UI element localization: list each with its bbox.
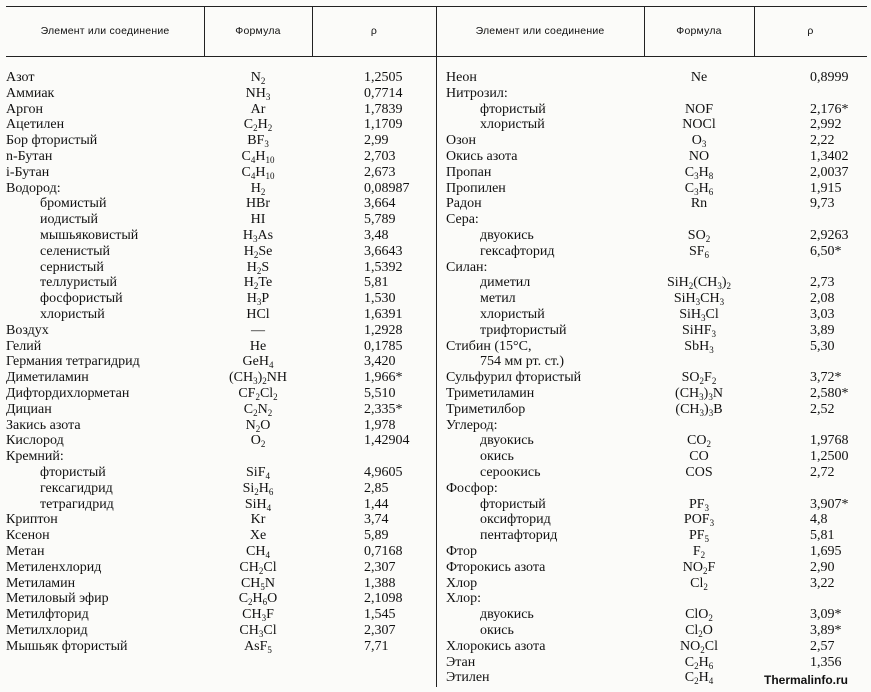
substance-name: Диметиламин bbox=[6, 370, 89, 386]
substance-name: метил bbox=[480, 291, 516, 307]
substance-name: хлористый bbox=[480, 117, 545, 133]
chemical-formula: $H_3P$ bbox=[246, 291, 270, 308]
chemical-formula: $SO_2F_2$ bbox=[681, 370, 717, 387]
substance-name: Метиленхлорид bbox=[6, 559, 102, 575]
substance-name: хлористый bbox=[40, 307, 105, 322]
chemical-formula: $NO_2Cl$ bbox=[680, 638, 718, 655]
chemical-formula: $CF_2Cl_2$ bbox=[238, 386, 278, 402]
chemical-formula: $CH_3Cl$ bbox=[239, 623, 277, 639]
density-value: 5,30 bbox=[810, 338, 835, 354]
chemical-formula: Ne bbox=[690, 70, 708, 85]
density-value: 3,89* bbox=[810, 623, 842, 638]
chemical-formula: NOCl bbox=[682, 117, 716, 133]
chemical-formula: NOF bbox=[684, 101, 713, 117]
chemical-formula: $C_2H_6O$ bbox=[238, 591, 278, 608]
substance-name: Метиламин bbox=[6, 575, 76, 591]
density-value: 2,99 bbox=[364, 133, 389, 149]
density-value: 5,81 bbox=[810, 528, 835, 544]
chemical-formula: $CH_5N$ bbox=[240, 575, 276, 592]
substance-name: фтористый bbox=[40, 465, 106, 480]
density-value: 0,7714 bbox=[364, 85, 403, 101]
chemical-formula: $C_2H_6$ bbox=[684, 654, 714, 671]
density-value: 1,530 bbox=[364, 291, 396, 307]
chemical-formula: SbH$_3$ bbox=[684, 338, 714, 355]
chemical-formula: $SO_2$ bbox=[687, 228, 711, 244]
substance-name: Сульфурил фтористый bbox=[446, 370, 582, 386]
density-value: 2,52 bbox=[810, 401, 835, 417]
chemical-formula: — bbox=[251, 322, 265, 338]
chemical-formula: NO bbox=[688, 149, 710, 164]
header-element-left: Элемент или соединение bbox=[40, 25, 170, 37]
chemical-formula: $O_2$ bbox=[250, 433, 266, 450]
density-value: 2,673 bbox=[364, 164, 396, 180]
substance-name: фтористый bbox=[480, 496, 546, 512]
chemical-formula: $PF_3$ bbox=[688, 496, 710, 513]
chemical-formula: SiH$_3$Cl bbox=[679, 307, 719, 323]
chemical-formula: Rn bbox=[690, 196, 708, 212]
substance-name: селенистый bbox=[40, 243, 111, 259]
substance-name: Этилен bbox=[446, 670, 490, 686]
substance-name: Кремний: bbox=[6, 449, 64, 465]
substance-name: Хлорокись азота bbox=[446, 638, 546, 654]
density-value: 1,356 bbox=[810, 654, 842, 670]
density-value: 1,1709 bbox=[364, 117, 403, 133]
chemical-formula: $(CH_3)_3B$ bbox=[675, 401, 723, 418]
density-value: 2,307 bbox=[364, 559, 396, 575]
density-value: 2,72 bbox=[810, 465, 835, 480]
chemical-formula: $C_2H_2$ bbox=[243, 117, 273, 134]
substance-name: Мышьяк фтористый bbox=[6, 638, 128, 654]
chemical-formula: $CO_2$ bbox=[687, 433, 711, 450]
substance-name: Ацетилен bbox=[6, 117, 65, 133]
density-value: 9,73 bbox=[810, 196, 835, 212]
chemical-formula: $O_3$ bbox=[691, 133, 707, 150]
substance-name: двуокись bbox=[480, 607, 534, 623]
density-value: 0,08987 bbox=[364, 180, 410, 196]
substance-name: Неон bbox=[446, 70, 477, 85]
substance-name: Метан bbox=[6, 544, 45, 559]
density-value: 3,09* bbox=[810, 607, 842, 623]
density-value: 2,580* bbox=[810, 386, 849, 401]
substance-name: Метиловый эфир bbox=[6, 591, 109, 607]
chemical-formula: HBr bbox=[245, 196, 271, 212]
density-value: 3,22 bbox=[810, 575, 835, 591]
substance-name: фосфористый bbox=[40, 291, 123, 307]
density-value: 3,72* bbox=[810, 370, 842, 386]
substance-name: двуокись bbox=[480, 228, 534, 243]
density-value: 1,7839 bbox=[364, 101, 403, 117]
chemical-formula: $PF_5$ bbox=[688, 528, 710, 545]
chemical-formula: $Cl_2O$ bbox=[685, 623, 713, 639]
density-value: 1,2500 bbox=[810, 449, 849, 465]
chemical-formula: $(CH_3)_3N$ bbox=[675, 386, 723, 402]
chemical-formula: ClO$_2$ bbox=[685, 607, 713, 624]
chemical-formula: $CH_3F$ bbox=[242, 607, 274, 624]
density-value: 3,48 bbox=[364, 228, 389, 243]
substance-name: n-Бутан bbox=[6, 149, 53, 164]
chemical-formula: $CH_4$ bbox=[246, 544, 270, 560]
density-value: 3,664 bbox=[364, 196, 396, 212]
density-value: 6,50* bbox=[810, 243, 842, 259]
chemical-formula: $Cl_2$ bbox=[690, 575, 708, 592]
chemical-formula: COS bbox=[685, 465, 713, 480]
substance-name: трифтористый bbox=[480, 322, 567, 338]
substance-name: Радон bbox=[446, 196, 482, 212]
substance-name: Криптон bbox=[6, 512, 58, 528]
density-value: 1,42904 bbox=[364, 433, 410, 449]
substance-name: Пропан bbox=[446, 164, 492, 180]
substance-name: диметил bbox=[480, 275, 531, 291]
density-value: 4,9605 bbox=[364, 465, 403, 480]
chemical-formula: SiF$_4$ bbox=[246, 465, 270, 481]
substance-name: Силан: bbox=[446, 259, 488, 275]
chemical-formula: $N_2O$ bbox=[245, 417, 271, 434]
chemical-formula: $C_2H_4$ bbox=[684, 670, 714, 687]
chemical-formula: $SF_6$ bbox=[688, 243, 710, 260]
header-formula-right: Формула bbox=[676, 25, 722, 37]
density-value: 1,9768 bbox=[810, 433, 849, 449]
substance-name: Бор фтористый bbox=[6, 133, 98, 149]
chemical-formula: $SiH_2(CH_3)_2$ bbox=[666, 275, 732, 292]
density-value: 2,1098 bbox=[364, 591, 403, 607]
substance-name: Метилхлорид bbox=[6, 623, 88, 638]
substance-name: Триметилбор bbox=[446, 401, 526, 417]
chemical-formula: GeH$_4$ bbox=[242, 354, 274, 371]
density-value: 1,2505 bbox=[364, 70, 403, 85]
substance-name: сероокись bbox=[480, 465, 541, 480]
substance-name: окись bbox=[480, 623, 514, 638]
chemical-formula: $F_2$ bbox=[692, 544, 706, 560]
substance-name: бромистый bbox=[40, 196, 107, 212]
chemical-formula: $H_2$ bbox=[250, 180, 266, 197]
density-value: 2,335* bbox=[364, 401, 403, 417]
density-value: 5,89 bbox=[364, 528, 389, 544]
density-value: 5,81 bbox=[364, 275, 389, 291]
substance-name: хлористый bbox=[480, 307, 545, 322]
density-value: 5,789 bbox=[364, 212, 396, 228]
density-value: 2,85 bbox=[364, 480, 389, 496]
substance-name: Аргон bbox=[6, 101, 43, 117]
chemical-formula: $H_2S$ bbox=[246, 259, 270, 276]
chemical-formula: $C_3H_8$ bbox=[684, 164, 714, 181]
chemical-formula: $CH_2Cl$ bbox=[239, 559, 277, 576]
chemical-formula: $C_2N_2$ bbox=[243, 401, 273, 418]
substance-name: окись bbox=[480, 449, 514, 465]
chemical-formula: $N_2$ bbox=[250, 70, 266, 86]
density-value: 1,695 bbox=[810, 544, 842, 559]
density-value: 2,22 bbox=[810, 133, 835, 149]
density-value: 2,176* bbox=[810, 101, 849, 117]
density-value: 1,915 bbox=[810, 180, 842, 196]
chemical-formula: $Si_2H_6$ bbox=[242, 480, 274, 497]
density-value: 7,71 bbox=[364, 638, 389, 654]
density-value: 0,7168 bbox=[364, 544, 403, 559]
density-value: 2,73 bbox=[810, 275, 835, 291]
density-value: 3,907* bbox=[810, 496, 849, 512]
substance-name: Воздух bbox=[6, 322, 49, 338]
density-value: 3,6643 bbox=[364, 243, 403, 259]
chemical-formula: HCl bbox=[246, 307, 270, 322]
substance-name: Сера: bbox=[446, 212, 479, 228]
density-value: 1,5392 bbox=[364, 259, 403, 275]
substance-name: двуокись bbox=[480, 433, 534, 449]
chemical-formula: CO bbox=[689, 449, 709, 465]
substance-name: гексафторид bbox=[480, 243, 555, 259]
substance-name: i-Бутан bbox=[6, 164, 50, 180]
density-value: 1,978 bbox=[364, 417, 396, 433]
density-value: 4,8 bbox=[810, 512, 828, 528]
chemical-formula: $C_3H_6$ bbox=[684, 180, 714, 197]
density-value: 1,545 bbox=[364, 607, 396, 623]
density-value: 0,8999 bbox=[810, 70, 849, 85]
density-value: 3,89 bbox=[810, 322, 835, 338]
chemical-formula: SiHF$_3$ bbox=[681, 322, 717, 339]
substance-name: Хлор: bbox=[446, 591, 481, 607]
chemical-formula: HI bbox=[250, 212, 266, 228]
substance-name: Кислород bbox=[6, 433, 64, 449]
substance-name: пентафторид bbox=[480, 528, 558, 544]
density-value: 1,966* bbox=[364, 370, 403, 386]
substance-name: Дициан bbox=[6, 401, 52, 417]
substance-name: теллуристый bbox=[40, 275, 118, 291]
chemical-formula: $SiH_3CH_3$ bbox=[673, 291, 725, 308]
substance-name: Нитрозил: bbox=[446, 85, 508, 101]
density-value: 2,0037 bbox=[810, 164, 849, 180]
density-value: 2,9263 bbox=[810, 228, 849, 243]
density-value: 2,307 bbox=[364, 623, 396, 638]
center-column-divider bbox=[436, 56, 437, 687]
substance-name: 754 мм рт. ст.) bbox=[480, 354, 565, 370]
substance-name: Этан bbox=[446, 654, 476, 670]
substance-name: Фтор bbox=[446, 544, 477, 559]
chemical-formula: $H_2Se$ bbox=[243, 243, 273, 260]
substance-name: Озон bbox=[446, 133, 477, 149]
substance-name: иодистый bbox=[40, 212, 98, 228]
chemical-formula: Ar bbox=[250, 101, 266, 117]
substance-name: Триметиламин bbox=[446, 386, 535, 401]
substance-name: Фосфор: bbox=[446, 480, 498, 496]
chemical-formula: $NO_2F$ bbox=[682, 559, 716, 576]
density-value: 2,57 bbox=[810, 638, 835, 654]
density-value: 1,44 bbox=[364, 496, 389, 512]
substance-name: Дифтордихлорметан bbox=[6, 386, 130, 401]
density-value: 2,90 bbox=[810, 559, 835, 575]
chemical-formula: AsF$_5$ bbox=[244, 638, 272, 655]
substance-name: Углерод: bbox=[446, 417, 498, 433]
density-value: 1,2928 bbox=[364, 322, 403, 338]
substance-name: Стибин (15°C, bbox=[446, 338, 532, 354]
density-value: 0,1785 bbox=[364, 338, 403, 354]
chemical-formula: $C_4H_{10}$ bbox=[241, 149, 275, 165]
density-value: 3,420 bbox=[364, 354, 396, 370]
substance-name: тетрагидрид bbox=[40, 496, 114, 512]
density-value: 2,08 bbox=[810, 291, 835, 307]
header-element-right: Элемент или соединение bbox=[475, 25, 605, 37]
substance-name: Водород: bbox=[6, 180, 61, 196]
density-value: 2,703 bbox=[364, 149, 396, 164]
substance-name: сернистый bbox=[40, 259, 104, 275]
substance-name: Хлор bbox=[446, 575, 478, 591]
substance-name: Пропилен bbox=[446, 180, 506, 196]
chemical-formula: He bbox=[249, 338, 267, 354]
substance-name: гексагидрид bbox=[40, 480, 113, 496]
density-value: 3,74 bbox=[364, 512, 389, 528]
substance-name: Закись азота bbox=[6, 417, 81, 433]
chemical-formula: $H_2Te$ bbox=[243, 275, 273, 292]
chemical-formula: $NH_3$ bbox=[245, 85, 271, 102]
substance-name: мышьяковистый bbox=[40, 228, 139, 243]
chemical-formula: $BF_3$ bbox=[247, 133, 269, 150]
substance-name: оксифторид bbox=[480, 512, 551, 528]
density-value: 3,03 bbox=[810, 307, 835, 322]
substance-name: Метилфторид bbox=[6, 607, 89, 623]
substance-name: Ксенон bbox=[6, 528, 50, 544]
substance-name: Азот bbox=[6, 70, 35, 85]
header-formula-left: Формула bbox=[235, 25, 281, 37]
chemical-formula: $C_4H_{10}$ bbox=[241, 164, 275, 181]
chemical-formula: Xe bbox=[249, 528, 267, 544]
chemical-formula: $POF_3$ bbox=[683, 512, 715, 529]
chemical-formula: $(CH_3)_2NH$ bbox=[228, 370, 288, 387]
density-value: 1,3402 bbox=[810, 149, 849, 164]
density-value: 1,388 bbox=[364, 575, 396, 591]
substance-name: фтористый bbox=[480, 101, 546, 117]
substance-name: Гелий bbox=[6, 338, 42, 354]
substance-name: Аммиак bbox=[6, 85, 55, 101]
substance-name: Окись азота bbox=[446, 149, 518, 164]
substance-name: Германия тетрагидрид bbox=[6, 354, 140, 370]
header-rho-left: ρ bbox=[370, 25, 378, 37]
density-value: 1,6391 bbox=[364, 307, 403, 322]
chemical-formula: Kr bbox=[250, 512, 266, 528]
header-rho-right: ρ bbox=[807, 25, 814, 37]
chemical-formula: $H_3As$ bbox=[242, 228, 274, 244]
watermark-text: Thermalinfo.ru bbox=[764, 673, 849, 687]
density-value: 5,510 bbox=[364, 386, 396, 401]
density-value: 2,992 bbox=[810, 117, 842, 133]
substance-name: Фторокись азота bbox=[446, 559, 546, 575]
chemical-formula: SiH$_4$ bbox=[244, 496, 272, 513]
